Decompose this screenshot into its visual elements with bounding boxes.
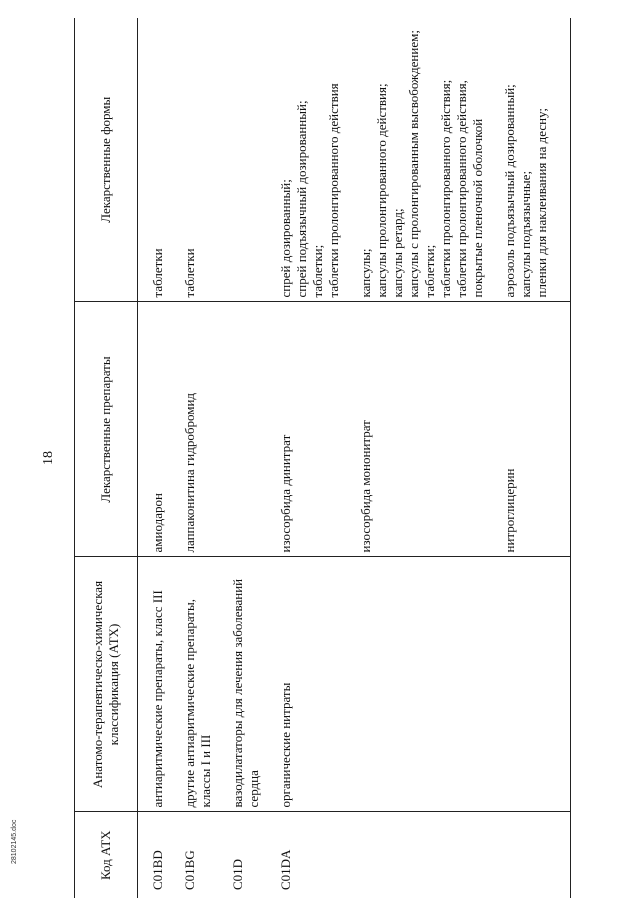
dosage-form: капсулы подъязычные;: [518, 170, 533, 298]
header-row: [75, 18, 138, 898]
dosage-form: спрей подъязычный дозированный;: [294, 100, 309, 298]
drug-forms-group: [182, 22, 198, 298]
dosage-form: таблетки;: [422, 244, 437, 298]
header-code: Код АТХ: [75, 812, 138, 898]
atc-code-cell: C01BD: [150, 850, 165, 890]
rotated-page: [40, 18, 600, 898]
dosage-form: аэрозоль подъязычный дозированный;: [502, 84, 517, 298]
forms-cell: [138, 18, 175, 302]
drug-name: нитроглицерин: [502, 468, 517, 553]
drug-cell: [138, 302, 175, 557]
table-row: [174, 18, 222, 898]
dosage-form: таблетки: [150, 248, 165, 298]
classification-cell: органические нитраты: [270, 557, 570, 812]
drug-cell: [270, 302, 570, 557]
drug-name: лаппаконитина гидробромид: [182, 392, 197, 553]
dosage-form: капсулы ретард;: [390, 208, 405, 298]
drug-forms-group: [358, 22, 486, 298]
forms-cell: [270, 18, 570, 302]
table-row: [138, 18, 175, 898]
classification-cell: вазодилататоры для лечения заболеваний сердца: [222, 557, 270, 812]
drug-name: изосорбида динитрат: [278, 434, 293, 553]
header-classification: Анатомо-терапевтическо-химическая классификация (АТХ): [75, 557, 138, 812]
dosage-form: капсулы с пролонгированным высвобождением;: [406, 30, 421, 298]
table-body: [138, 18, 571, 898]
page-number: 18: [41, 451, 56, 465]
drug-name: изосорбида мононитрат: [358, 420, 373, 553]
drug-forms-group: [278, 22, 342, 298]
atc-code-cell: C01BG: [182, 850, 197, 890]
header-forms: Лекарственные формы: [75, 18, 138, 302]
table-row: [222, 18, 270, 898]
dosage-form: капсулы пролонгированного действия;: [374, 83, 389, 298]
forms-cell: [174, 18, 222, 302]
drug-table: [75, 18, 570, 898]
classification-cell: антиаритмические препараты, класс III: [138, 557, 175, 812]
dosage-form: таблетки пролонгированного действия: [326, 83, 341, 298]
atc-code-cell: C01D: [230, 858, 245, 890]
document-reference: 28102145.doc: [11, 819, 18, 864]
dosage-form: таблетки: [182, 248, 197, 298]
dosage-form: спрей дозированный;: [278, 179, 293, 298]
drug-cell: [174, 302, 222, 557]
table-row: [270, 18, 570, 898]
dosage-form: пленки для наклеивания на десну;: [534, 107, 549, 298]
drug-cell: [222, 302, 270, 557]
dosage-form: таблетки;: [310, 244, 325, 298]
drug-forms-group: [150, 22, 166, 298]
dosage-form: таблетки пролонгированного действия, покрытые пленочной оболочкой: [454, 80, 485, 298]
drug-forms-group: [502, 22, 550, 298]
atc-code-cell: C01DA: [278, 849, 293, 890]
dosage-form: таблетки пролонгированного действия;: [438, 79, 453, 298]
forms-cell: [222, 18, 270, 302]
table-frame: [74, 18, 571, 898]
dosage-form: капсулы;: [358, 248, 373, 298]
classification-cell: другие антиаритмические препараты, классы I и III: [174, 557, 222, 812]
header-drugs: Лекарственные препараты: [75, 302, 138, 557]
drug-name: амиодарон: [150, 493, 165, 553]
